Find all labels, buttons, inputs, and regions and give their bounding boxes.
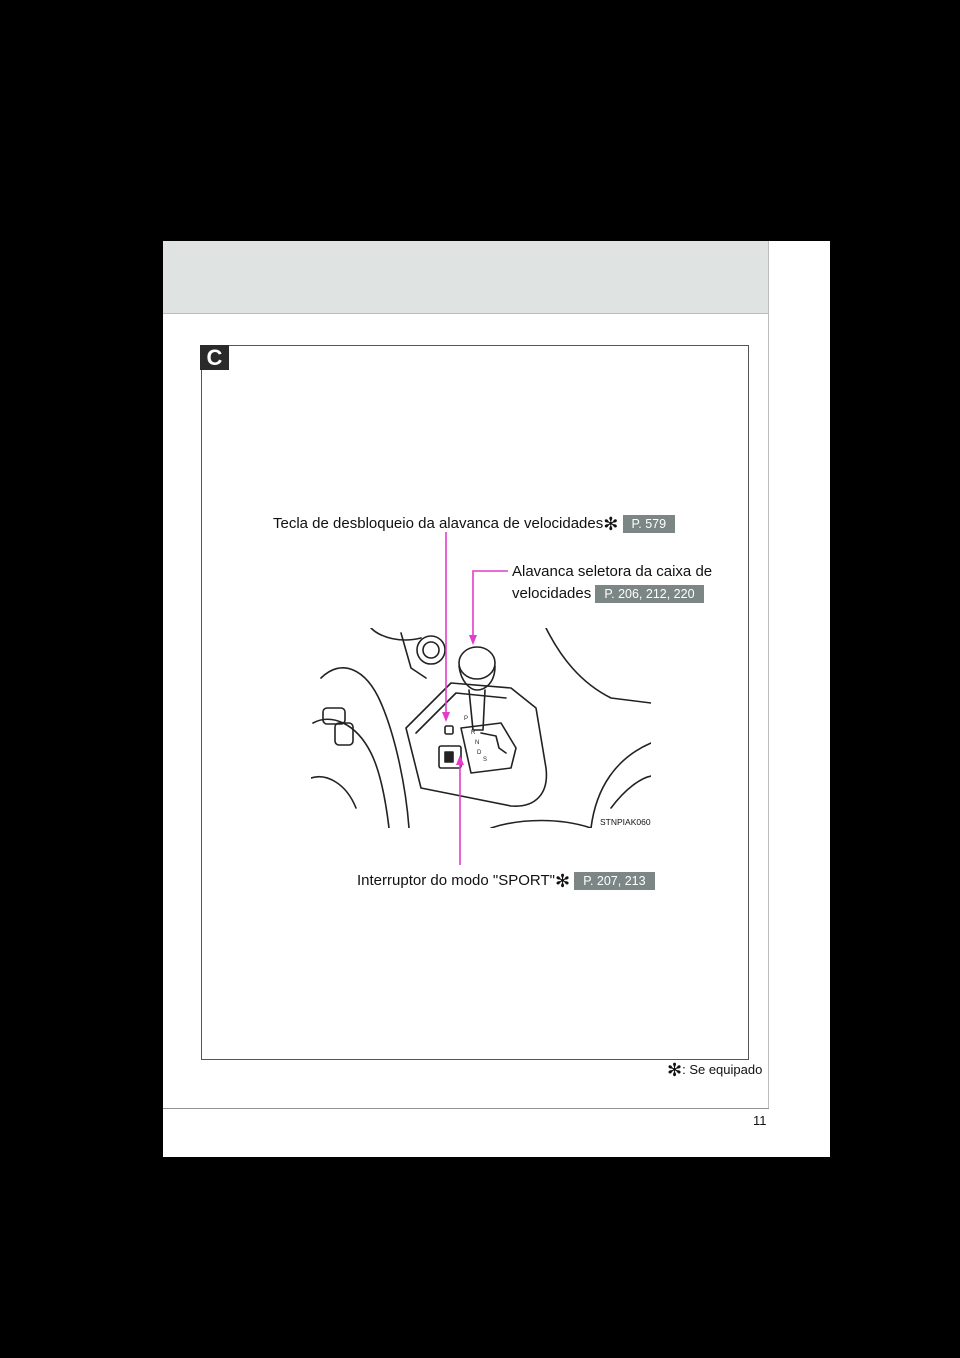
leader-lines	[163, 241, 830, 1157]
svg-text:S: S	[483, 757, 488, 763]
asterisk-icon: ✻	[603, 514, 619, 534]
svg-text:P: P	[464, 716, 469, 722]
asterisk-icon: ✻	[667, 1060, 683, 1080]
section-tab: C	[200, 345, 229, 370]
callout-selector-lever-label: velocidades	[512, 585, 592, 602]
ref-badge-sport-switch[interactable]: P. 207, 213	[574, 872, 654, 890]
ref-badge-selector-lever[interactable]: P. 206, 212, 220	[595, 585, 703, 603]
callout-shift-lock-label: Tecla de desbloqueio da alavanca de velocidades	[273, 515, 604, 532]
callout-selector-lever-line1: Alavanca seletora da caixa de	[512, 563, 713, 580]
figure-code: STNPIAK060	[600, 817, 651, 827]
svg-text:N: N	[475, 740, 480, 746]
footnote	[667, 1060, 762, 1081]
svg-text:R: R	[471, 730, 476, 736]
page-number: 11	[753, 1113, 767, 1128]
callout-sport-switch-label: Interruptor do modo "SPORT"	[357, 872, 555, 889]
svg-text:D: D	[477, 750, 482, 756]
footnote-text: : Se equipado	[682, 1062, 763, 1077]
ref-badge-shift-lock[interactable]: P. 579	[623, 515, 676, 533]
manual-page	[163, 241, 830, 1157]
asterisk-icon: ✻	[554, 871, 571, 891]
